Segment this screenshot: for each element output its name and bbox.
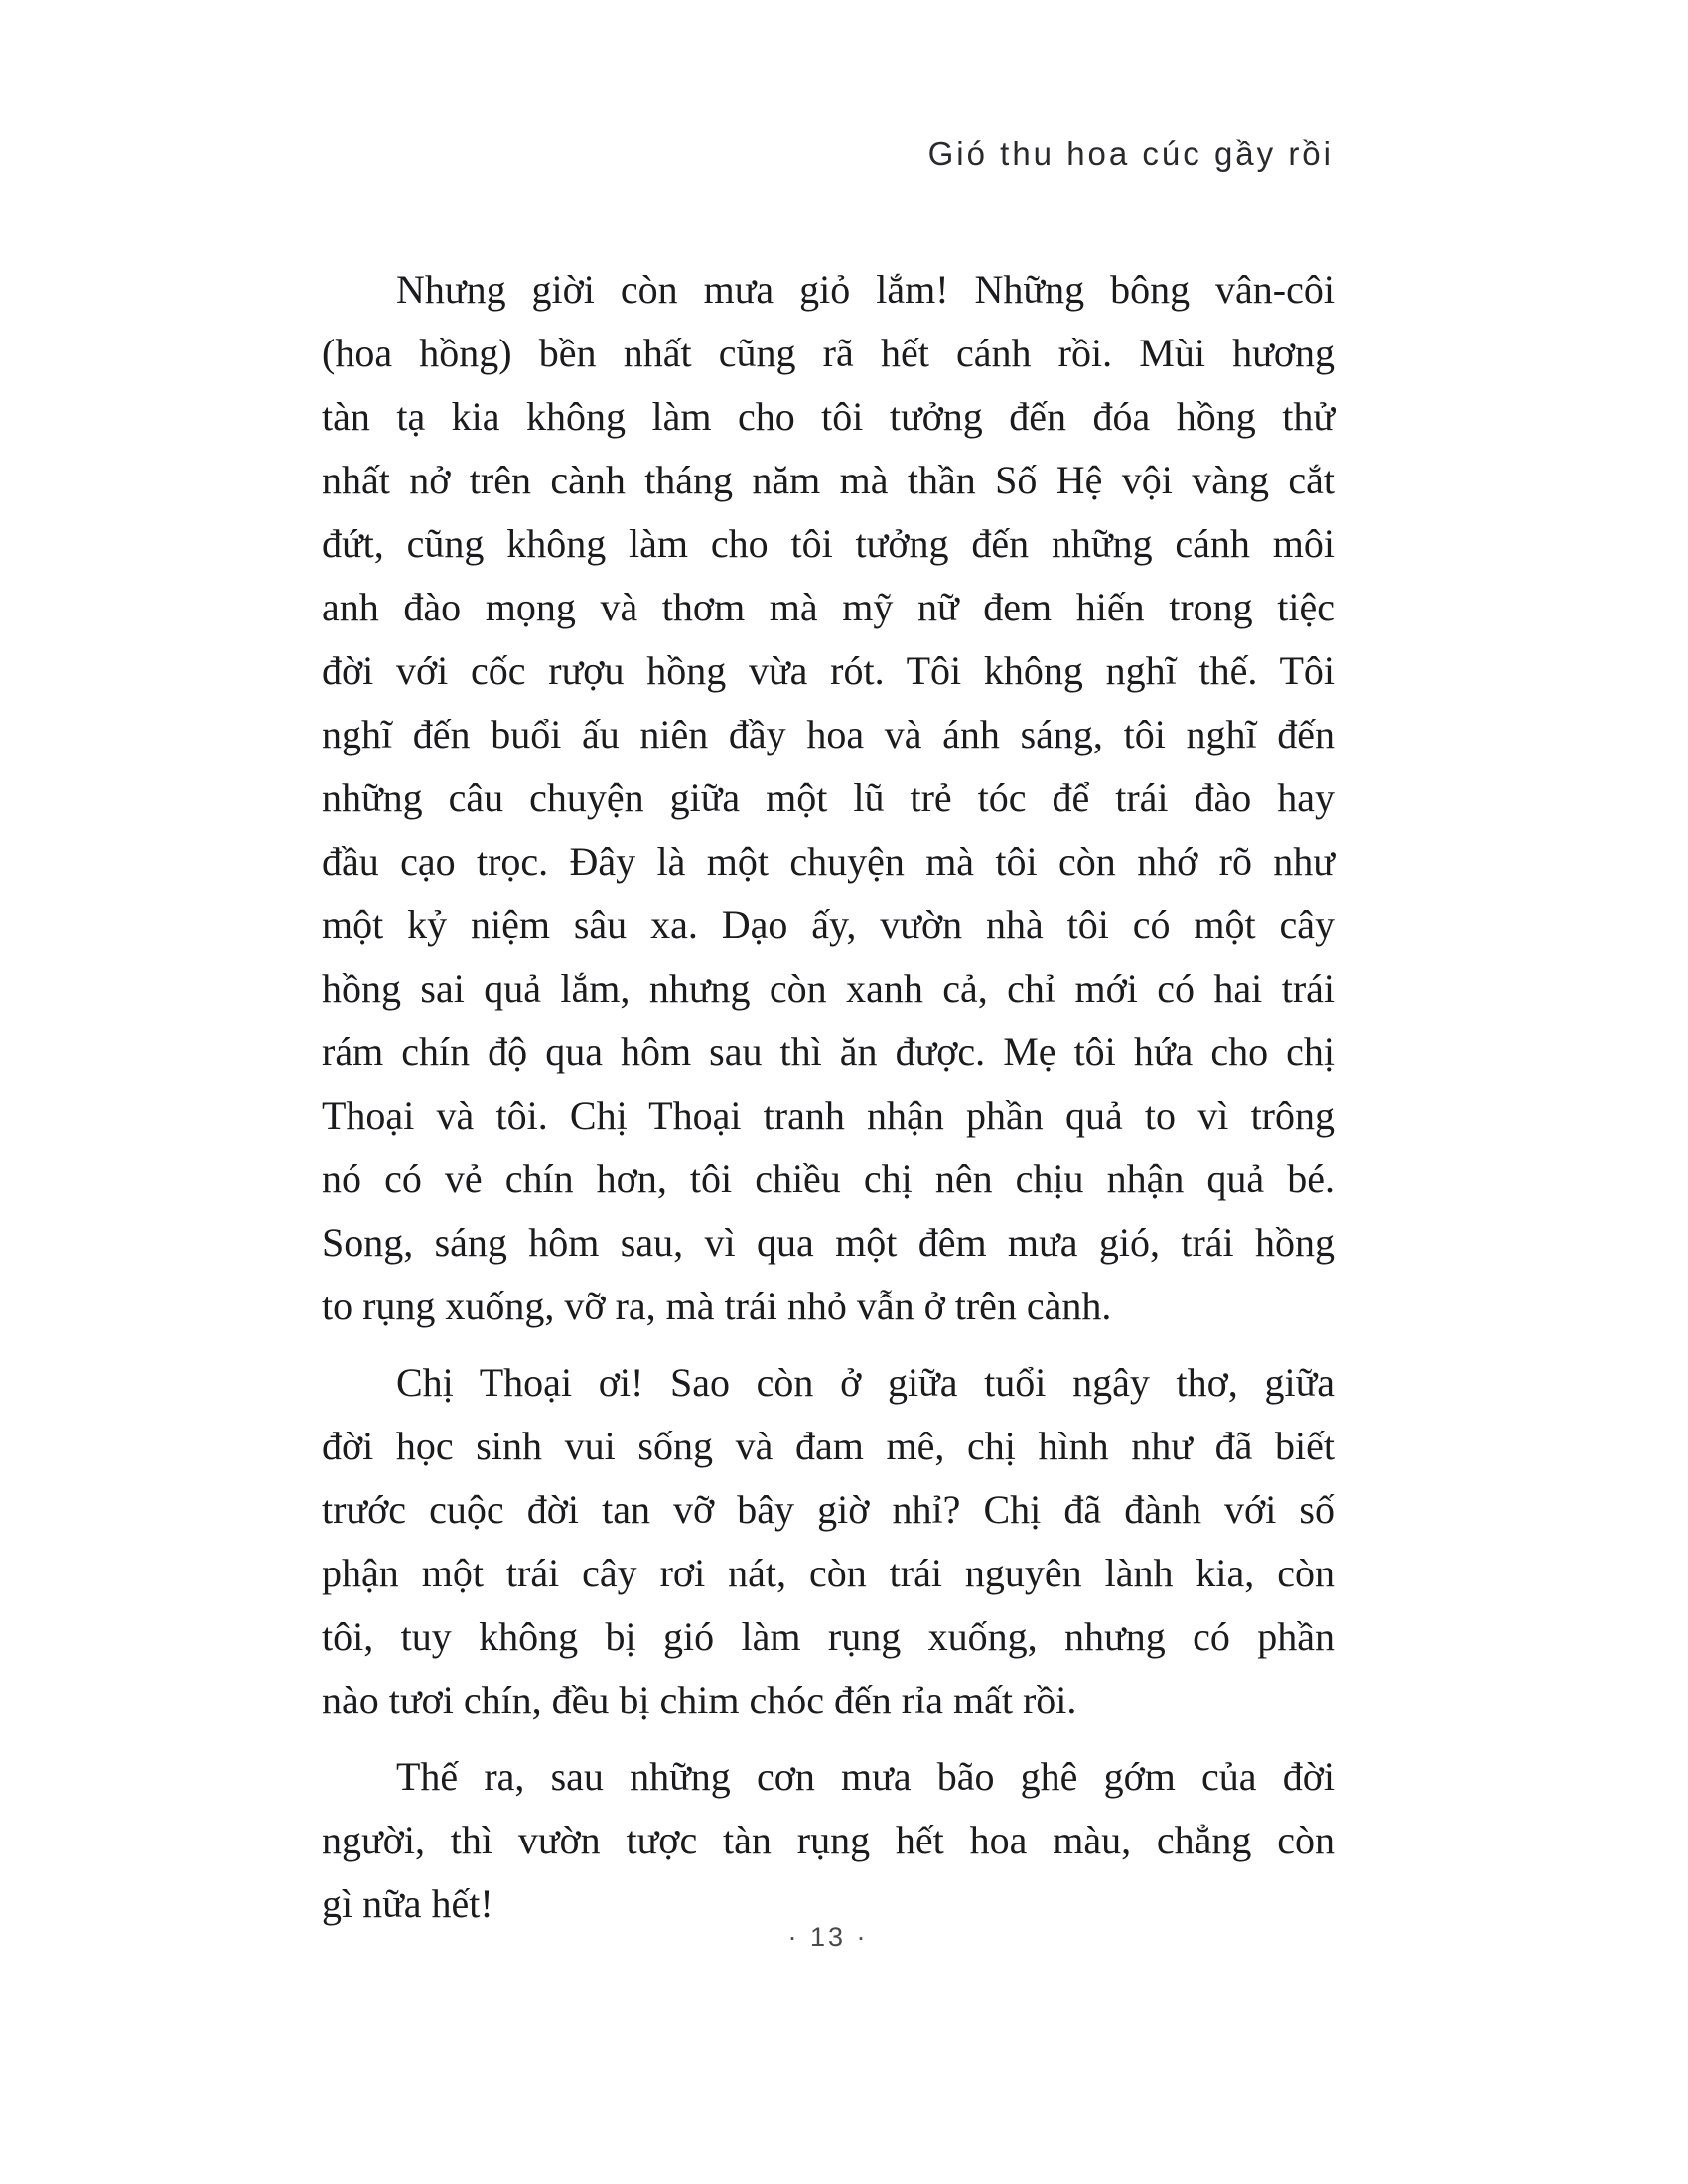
page-number: · 13 ·	[787, 1922, 869, 1952]
body-text-block	[322, 258, 1335, 1936]
text-line: nào tươi chín, đều bị chim chóc đến rỉa mất rồi.	[322, 1678, 1077, 1722]
text-line: những câu chuyện giữa một lũ trẻ tóc để trái đào hay	[322, 775, 1335, 820]
text-line: đời với cốc rượu hồng vừa rót. Tôi không nghĩ thế. Tôi	[322, 648, 1335, 693]
text-line: phận một trái cây rơi nát, còn trái nguyên lành kia, còn	[322, 1551, 1335, 1595]
text-line: Nhưng giời còn mưa giỏ lắm! Những bông vân-côi	[396, 267, 1335, 312]
text-line: to rụng xuống, vỡ ra, mà trái nhỏ vẫn ở trên cành.	[322, 1284, 1112, 1328]
paragraph	[322, 1745, 1335, 1936]
text-line: nghĩ đến buổi ấu niên đầy hoa và ánh sáng, tôi nghĩ đến	[322, 712, 1335, 756]
running-header: Gió thu hoa cúc gầy rồi	[927, 135, 1334, 172]
text-line: Thế ra, sau những cơn mưa bão ghê gớm của đời	[396, 1754, 1335, 1799]
text-line: tôi, tuy không bị gió làm rụng xuống, nhưng có phần	[322, 1614, 1335, 1659]
text-line: hồng sai quả lắm, nhưng còn xanh cả, chỉ mới có hai trái	[322, 966, 1335, 1011]
text-line: trước cuộc đời tan vỡ bây giờ nhỉ? Chị đã đành với số	[322, 1487, 1335, 1532]
text-line: đời học sinh vui sống và đam mê, chị hình như đã biết	[322, 1424, 1335, 1468]
paragraph	[322, 1351, 1335, 1732]
text-line: Thoại và tôi. Chị Thoại tranh nhận phần quả to vì trông	[322, 1093, 1335, 1138]
text-line: gì nữa hết!	[322, 1881, 493, 1926]
text-line: người, thì vườn tược tàn rụng hết hoa màu, chẳng còn	[322, 1818, 1335, 1862]
text-line: nó có vẻ chín hơn, tôi chiều chị nên chịu nhận quả bé.	[322, 1157, 1335, 1201]
text-line: nhất nở trên cành tháng năm mà thần Số Hệ vội vàng cắt	[322, 458, 1335, 502]
paragraph	[322, 258, 1335, 1338]
text-line: một kỷ niệm sâu xa. Dạo ấy, vườn nhà tôi có một cây	[322, 902, 1335, 947]
text-line: anh đào mọng và thơm mà mỹ nữ đem hiến trong tiệc	[322, 585, 1335, 629]
text-line: (hoa hồng) bền nhất cũng rã hết cánh rồi. Mùi hương	[322, 331, 1335, 375]
text-line: đứt, cũng không làm cho tôi tưởng đến những cánh môi	[322, 521, 1335, 566]
text-line: Chị Thoại ơi! Sao còn ở giữa tuổi ngây thơ, giữa	[396, 1360, 1335, 1405]
text-line: đầu cạo trọc. Đây là một chuyện mà tôi còn nhớ rõ như	[322, 839, 1335, 884]
text-line: tàn tạ kia không làm cho tôi tưởng đến đóa hồng thử	[322, 394, 1335, 439]
text-line: Song, sáng hôm sau, vì qua một đêm mưa gió, trái hồng	[322, 1220, 1335, 1265]
page-footer	[322, 1922, 1335, 1953]
text-line: rám chín độ qua hôm sau thì ăn được. Mẹ tôi hứa cho chị	[322, 1029, 1335, 1074]
